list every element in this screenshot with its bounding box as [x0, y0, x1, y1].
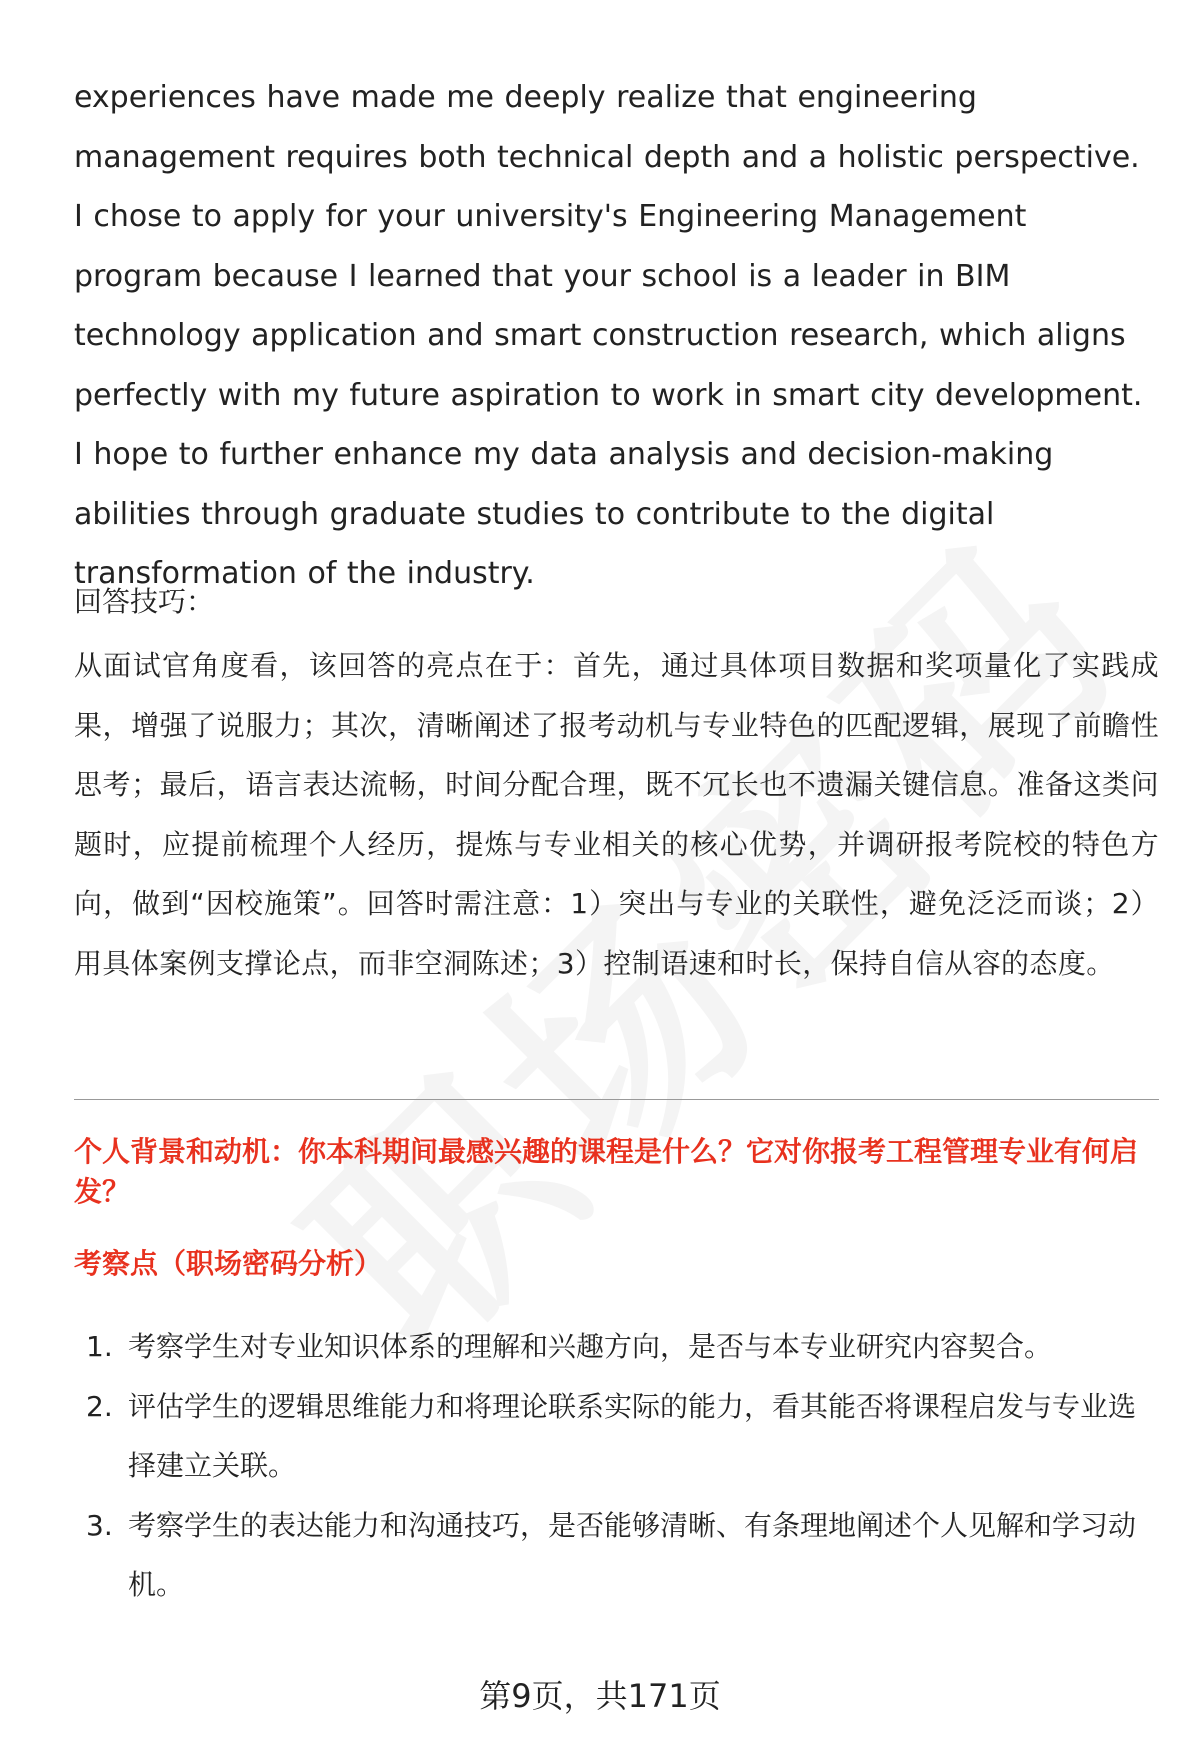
document-page [74, 0, 1159, 1755]
list-item [74, 1377, 1159, 1496]
question-heading: 个人背景和动机：你本科期间最感兴趣的课程是什么？它对你报考工程管理专业有何启发？ [74, 1135, 1139, 1208]
list-item-number: 1. [86, 1330, 113, 1363]
list-item-number: 3. [86, 1508, 113, 1542]
list-item [74, 1317, 1159, 1377]
section-divider [74, 1099, 1159, 1100]
evaluation-points-title: 考察点（职场密码分析） [74, 1247, 383, 1280]
list-item-number: 2. [86, 1389, 113, 1423]
answer-english-paragraph: experiences have made me deeply realize that engineering management requires both technical depth and a holistic perspective. I chose to apply for your university's Engineering Management program because I learned that your school is a leader in BIM technology application and smart construction research, which aligns perfectly with my future aspiration to work in smart city development. I hope to further enhance my data analysis and decision-making abilities through graduate studies to contribute to the digital transformation of the industry. [74, 80, 1143, 591]
list-item-text: 评估学生的逻辑思维能力和将理论联系实际的能力，看其能否将课程启发与专业选择建立关联。 [128, 1389, 1137, 1482]
list-item [74, 1496, 1159, 1615]
evaluation-points-list [74, 1317, 1159, 1615]
page-footer: 第9页，共171页 [479, 1677, 721, 1715]
tips-body: 从面试官角度看，该回答的亮点在于：首先，通过具体项目数据和奖项量化了实践成果，增强了说服力；其次，清晰阐述了报考动机与专业特色的匹配逻辑，展现了前瞻性思考；最后，语言表达流畅，时间分配合理，既不冗长也不遗漏关键信息。准备这类问题时，应提前梳理个人经历，提炼与专业相关的核心优势，并调研报考院校的特色方向，做到“因校施策”。回答时需注意：1）突出与专业的关联性，避免泛泛而谈；2）用具体案例支撑论点，而非空洞陈述；3）控制语速和时长，保持自信从容的态度。 [74, 649, 1159, 980]
list-item-text: 考察学生对专业知识体系的理解和兴趣方向，是否与本专业研究内容契合。 [128, 1330, 1053, 1363]
list-item-text: 考察学生的表达能力和沟通技巧，是否能够清晰、有条理地阐述个人见解和学习动机。 [128, 1508, 1137, 1601]
tips-label: 回答技巧： [74, 585, 215, 618]
